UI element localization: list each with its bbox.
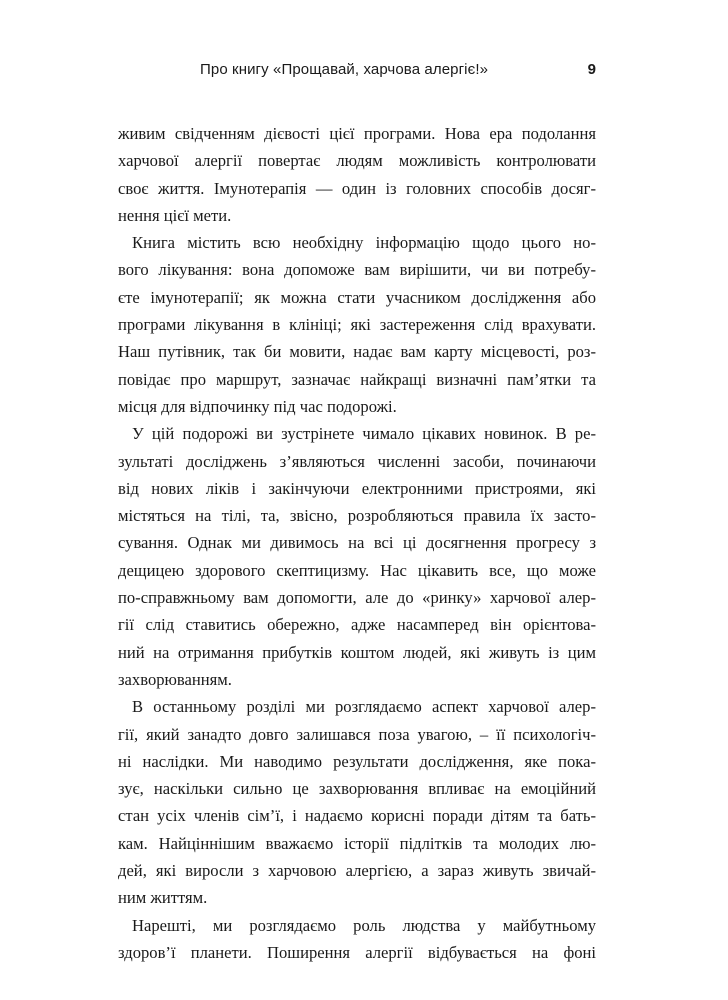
text-line: зультаті досліджень з’являються численні засоби, починаючи [118,451,596,471]
text-line: дещицею здорового скептицизму. Нас цікавить все, що може [118,560,596,580]
page-number: 9 [587,61,596,78]
paragraph [118,120,596,229]
running-title: Про книгу «Прощавай, харчова алергіє!» [200,61,489,78]
text-line: У цій подорожі ви зустрінете чимало цікавих новинок. В ре- [132,424,596,444]
text-line: дей, які виросли з харчовою алергією, а зараз живуть звичай- [118,861,596,881]
text-line: місця для відпочинку під час подорожі. [118,396,397,416]
text-line: своє життя. Імунотерапія — один із головних способів досяг- [118,178,596,198]
text-line: Нарешті, ми розглядаємо роль людства у майбутньому [132,915,596,935]
paragraph [118,229,596,420]
text-line: ні наслідки. Ми наводимо результати дослідження, яке пока- [118,751,596,771]
text-line: стан усіх членів сім’ї, і надаємо корисні поради дітям та бать- [118,806,596,826]
text-line: гії слід ставитись обережно, адже насамперед він орієнтова- [118,615,596,635]
text-line: єте імунотерапії; як можна стати учасником дослідження або [118,287,596,307]
text-line: В останньому розділі ми розглядаємо аспект харчової алер- [132,697,596,717]
text-line: від нових ліків і закінчуючи електронними пристроями, які [118,478,596,498]
text-line: Книга містить всю необхідну інформацію щодо цього но- [132,233,596,253]
text-line: ний на отримання прибутків коштом людей, які живуть із цим [118,642,596,662]
text-line: Наш путівник, так би мовити, надає вам карту місцевості, роз- [118,342,596,362]
text-line: повідає про маршрут, зазначає найкращі визначні пам’ятки та [118,369,596,389]
paragraph [118,693,596,911]
text-line: по-справжньому вам допомогти, але до «ринку» харчової алер- [118,588,596,608]
paragraph [118,420,596,693]
text-line: нення цієї мети. [118,205,232,225]
text-line: містяться на тілі, та, звісно, розробляються правила їх засто- [118,506,596,526]
text-line: живим свідченням дієвості цієї програми. Нова ера подолання [118,124,596,143]
text-line: гії, який занадто довго залишався поза увагою, – її психологіч- [118,724,596,744]
text-line: ним життям. [118,888,208,908]
text-line: зує, наскільки сильно це захворювання впливає на емоційний [118,779,596,799]
text-line: захворюванням. [118,669,232,689]
text-line: харчової алергії повертає людям можливість контролювати [118,151,596,171]
text-line: кам. Найціннішим вважаємо історії підлітків та молодих лю- [118,833,596,853]
paragraph [118,912,596,967]
text-line: сування. Однак ми дивимось на всі ці досягнення прогресу з [118,533,596,553]
text-line: здоров’ї планети. Поширення алергії відбувається на фоні [118,942,596,962]
page-body [118,120,596,966]
text-line: вого лікування: вона допоможе вам вирішити, чи ви потребу- [118,260,596,280]
text-line: програми лікування в клініці; які застереження слід врахувати. [118,315,596,335]
running-header [118,61,596,83]
